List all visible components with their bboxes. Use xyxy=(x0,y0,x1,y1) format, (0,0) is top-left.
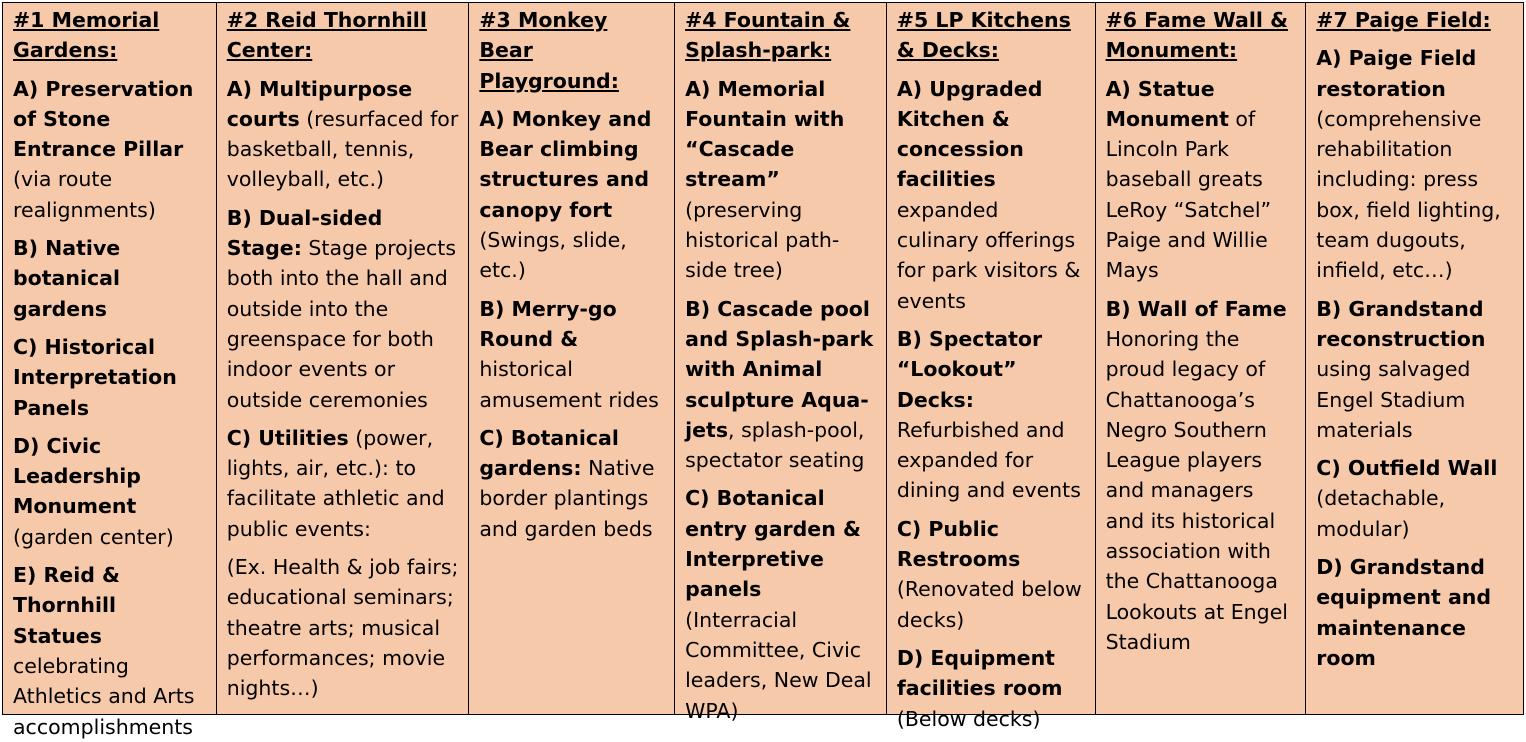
column-paige-field xyxy=(1306,3,1523,714)
list-item xyxy=(897,74,1087,316)
list-item xyxy=(13,431,208,552)
column-reid-thornhill-center xyxy=(217,3,470,714)
item-text: (preserving historical path-side tree) xyxy=(685,197,840,283)
list-item xyxy=(227,552,461,703)
item-text: (via route realignments) xyxy=(13,167,156,222)
list-item xyxy=(1106,294,1298,658)
item-bold: C) Botanical entry garden & Interpretive panels xyxy=(685,486,861,602)
item-bold: C) Utilities xyxy=(226,425,349,450)
item-text: Stage projects both into the hall and outside into the greenspace for both indoor events or outside ceremonies xyxy=(226,236,457,412)
list-item xyxy=(479,294,666,415)
park-features-table xyxy=(2,2,1524,739)
column-heading: #6 Fame Wall & Monument: xyxy=(1105,8,1288,63)
item-bold: C) Outfield Wall xyxy=(1316,456,1498,481)
column-fountain-splash-park xyxy=(675,3,887,723)
list-item xyxy=(1106,74,1298,286)
item-text: (Renovated below decks) xyxy=(896,577,1082,632)
list-item xyxy=(1316,294,1515,445)
column-heading: #7 Paige Field: xyxy=(1316,8,1491,32)
item-bold: A) Paige Field restoration xyxy=(1316,46,1477,101)
item-text: (resurfaced for basketball, tennis, volleyball, etc.) xyxy=(226,106,459,192)
list-item xyxy=(897,324,1087,506)
item-bold: B) Merry-go Round & xyxy=(479,296,617,351)
item-text: using salvaged Engel Stadium materials xyxy=(1316,357,1471,442)
column-heading: #2 Reid Thornhill Center: xyxy=(226,8,427,63)
column-monkey-bear-playground xyxy=(469,3,675,714)
list-item xyxy=(13,74,208,225)
column-heading: #3 Monkey Bear Playground: xyxy=(479,8,619,93)
item-text: (Interracial Committee, Civic leaders, New Deal WPA) xyxy=(685,607,872,723)
column-heading: #1 Memorial Gardens: xyxy=(13,8,160,63)
list-item xyxy=(227,423,461,544)
list-item xyxy=(1316,43,1515,285)
item-text: historical amusement rides xyxy=(479,357,659,412)
list-item xyxy=(685,483,878,725)
list-item xyxy=(13,560,208,742)
item-bold: B) Dual-sided Stage: xyxy=(226,205,383,261)
item-bold: A) Preservation of Stone Entrance Pillar xyxy=(13,76,194,162)
item-bold: D) Equipment facilities room xyxy=(896,645,1063,701)
column-fame-wall-monument xyxy=(1096,3,1307,714)
item-text: (comprehensive rehabilitation including: press box, field lighting, team dugouts, infield, etc…) xyxy=(1316,106,1501,283)
item-bold: B) Grandstand reconstruction xyxy=(1316,296,1486,351)
item-text: (Below decks) xyxy=(896,706,1041,731)
list-item xyxy=(479,423,666,544)
list-item xyxy=(13,332,208,423)
list-item xyxy=(1316,552,1515,673)
list-item xyxy=(897,643,1087,734)
item-text: , splash-pool, spectator seating xyxy=(685,417,865,473)
item-bold: E) Reid & Thornhill Statues xyxy=(13,563,120,648)
item-bold: C) Botanical gardens: xyxy=(479,425,619,481)
item-bold: D) Grandstand equipment and maintenance room xyxy=(1316,555,1492,670)
item-bold: A) Upgraded Kitchen & concession facilities xyxy=(896,76,1043,192)
item-bold: D) Civic Leadership Monument xyxy=(13,433,141,519)
item-bold: B) Native botanical gardens xyxy=(13,236,121,321)
list-item xyxy=(897,514,1087,635)
list-item xyxy=(1316,453,1515,544)
column-heading: #5 LP Kitchens & Decks: xyxy=(896,8,1071,63)
item-text: (Ex. Health & job fairs; educational seminars; theatre arts; musical performances; movie nights…) xyxy=(226,555,459,701)
item-text: Refurbished and expanded for dining and events xyxy=(896,417,1081,503)
item-bold: B) Spectator “Lookout” Decks: xyxy=(896,326,1043,412)
list-item xyxy=(227,74,461,195)
item-bold: A) Monkey and Bear climbing structures and canopy fort xyxy=(479,106,652,222)
column-lp-kitchens-decks xyxy=(887,3,1096,731)
column-heading: #4 Fountain & Splash-park: xyxy=(685,8,851,63)
item-text: Native border plantings and garden beds xyxy=(479,456,655,541)
item-text: (Swings, slide, etc.) xyxy=(479,228,627,283)
list-item xyxy=(227,203,461,415)
item-text: of Lincoln Park baseball greats LeRoy “Satchel” Paige and Willie Mays xyxy=(1105,106,1272,283)
item-bold: A) Multipurpose courts xyxy=(226,76,413,131)
list-item xyxy=(685,294,878,476)
item-bold: A) Memorial Fountain with “Cascade stream” xyxy=(685,76,845,192)
item-text: (detachable, modular) xyxy=(1316,486,1446,541)
item-bold: C) Historical Interpretation Panels xyxy=(13,334,177,420)
item-text: expanded culinary offerings for park visitors & events xyxy=(896,197,1081,313)
list-item xyxy=(479,104,666,286)
item-text: Honoring the proud legacy of Chattanooga’s Negro Southern League players and managers and its historical association with the Chattanooga Lookouts at Engel Stadium xyxy=(1105,326,1289,654)
item-text: (power, lights, air, etc.): to facilitate athletic and public events: xyxy=(226,425,445,541)
item-bold: B) Wall of Fame xyxy=(1105,296,1287,321)
item-bold: C) Public Restrooms xyxy=(896,516,1021,572)
item-bold: B) Cascade pool and Splash-park with Animal sculpture Aqua-jets xyxy=(685,296,874,442)
item-bold: A) Statue Monument xyxy=(1105,76,1229,131)
item-text: (garden center) xyxy=(13,524,174,549)
column-memorial-gardens xyxy=(3,3,217,739)
list-item xyxy=(13,233,208,324)
list-item xyxy=(685,74,878,286)
item-text: celebrating Athletics and Arts accomplishments xyxy=(13,653,195,739)
